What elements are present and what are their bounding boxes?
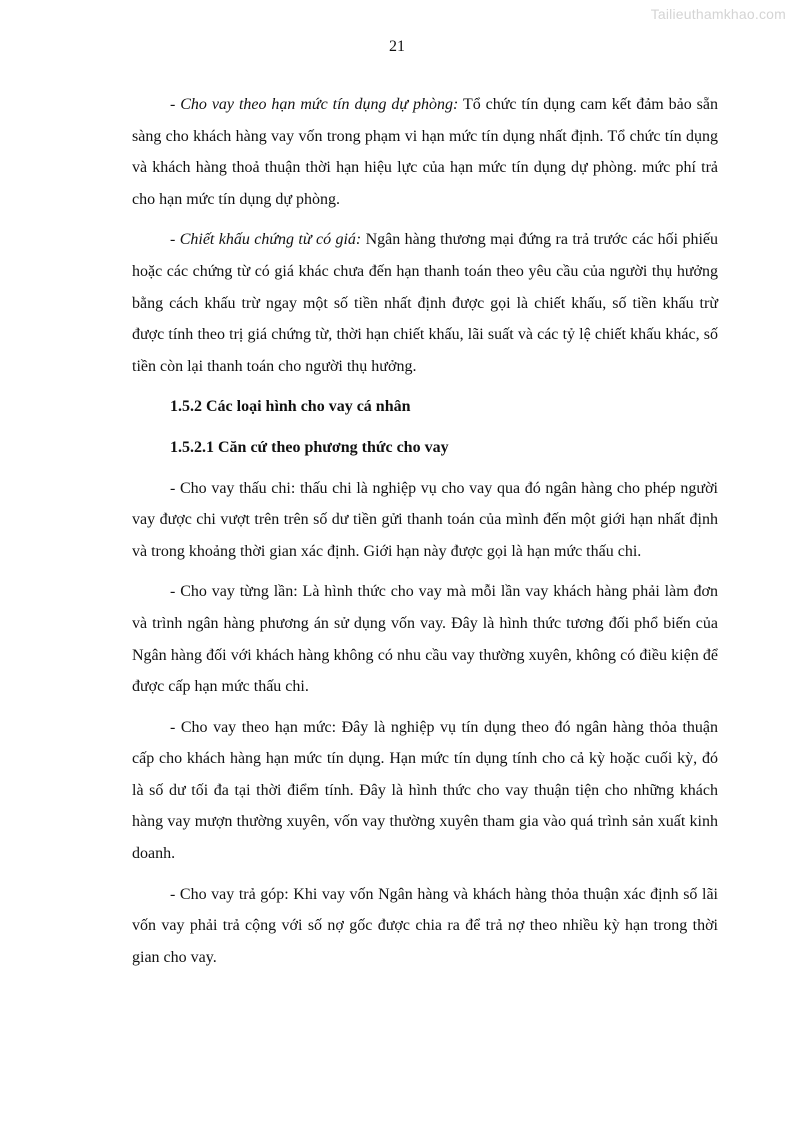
paragraph-installment: - Cho vay trả góp: Khi vay vốn Ngân hàng và khách hàng thỏa thuận xác định số lãi vốn vay phải trả cộng với số nợ gốc được chia ra để trả nợ theo nhiều kỳ hạn trong thời gian cho vay. [132,885,718,966]
page-content [132,89,718,982]
watermark-text: Tailieuthamkhao.com [650,6,786,22]
subsection-heading: 1.5.2.1 Căn cứ theo phương thức cho vay [170,438,449,456]
section-heading: 1.5.2 Các loại hình cho vay cá nhân [170,398,411,416]
paragraph-lead: - Cho vay theo hạn mức tín dụng dự phòng: [170,96,459,113]
page-number: 21 [389,38,405,55]
paragraph-credit-line-standby [132,89,718,215]
paragraph-credit-limit: - Cho vay theo hạn mức: Đây là nghiệp vụ tín dụng theo đó ngân hàng thỏa thuận cấp cho khách hàng hạn mức tín dụng. Hạn mức tín dụng tính cho cả kỳ hoặc cuối kỳ, đó là số dư tối đa tại thời điểm tính. Đây là hình thức cho vay thuận tiện cho những khách hàng vay mượn thường xuyên, vốn vay thường xuyên tham gia vào quá trình sản xuất kinh doanh. [132,718,718,863]
paragraph-discounting [132,224,718,382]
paragraph-lead: - Chiết khấu chứng từ có giá: [170,231,362,249]
paragraph-overdraft: - Cho vay thấu chi: thấu chi là nghiệp vụ cho vay qua đó ngân hàng cho phép người vay được chi vượt trên trên số dư tiền gửi thanh toán của mình đến một giới hạn nhất định và trong khoảng thời gian xác định. Giới hạn này được gọi là hạn mức thấu chi. [132,479,718,560]
paragraph-single-loan: - Cho vay từng lần: Là hình thức cho vay mà mỗi lần vay khách hàng phải làm đơn và trình ngân hàng phương án sử dụng vốn vay. Đây là hình thức tương đối phổ biến của Ngân hàng đối với khách hàng không có nhu cầu vay thường xuyên, không có điều kiện để được cấp hạn mức thấu chi. [132,583,718,696]
paragraph-body: Tổ chức tín dụng cam kết đảm bảo sẵn sàng cho khách hàng vay vốn trong phạm vi hạn mức tín dụng nhất định. Tổ chức tín dụng và khách hàng thoả thuận thời hạn hiệu lực của hạn mức tín dụng dự phòng. mức phí trả cho hạn mức tín dụng dự phòng. [132,96,719,208]
paragraph-body: Ngân hàng thương mại đứng ra trả trước các hối phiếu hoặc các chứng từ có giá khác chưa đến hạn thanh toán theo yêu cầu của người thụ hưởng bằng cách khấu trừ ngay một số tiền nhất định được gọi là chiết khấu, số tiền khấu trừ được tính theo trị giá chứng từ, thời hạn chiết khấu, lãi suất và các tỷ lệ chiết khấu khác, số tiền còn lại thanh toán cho người thụ hưởng. [132,231,719,375]
